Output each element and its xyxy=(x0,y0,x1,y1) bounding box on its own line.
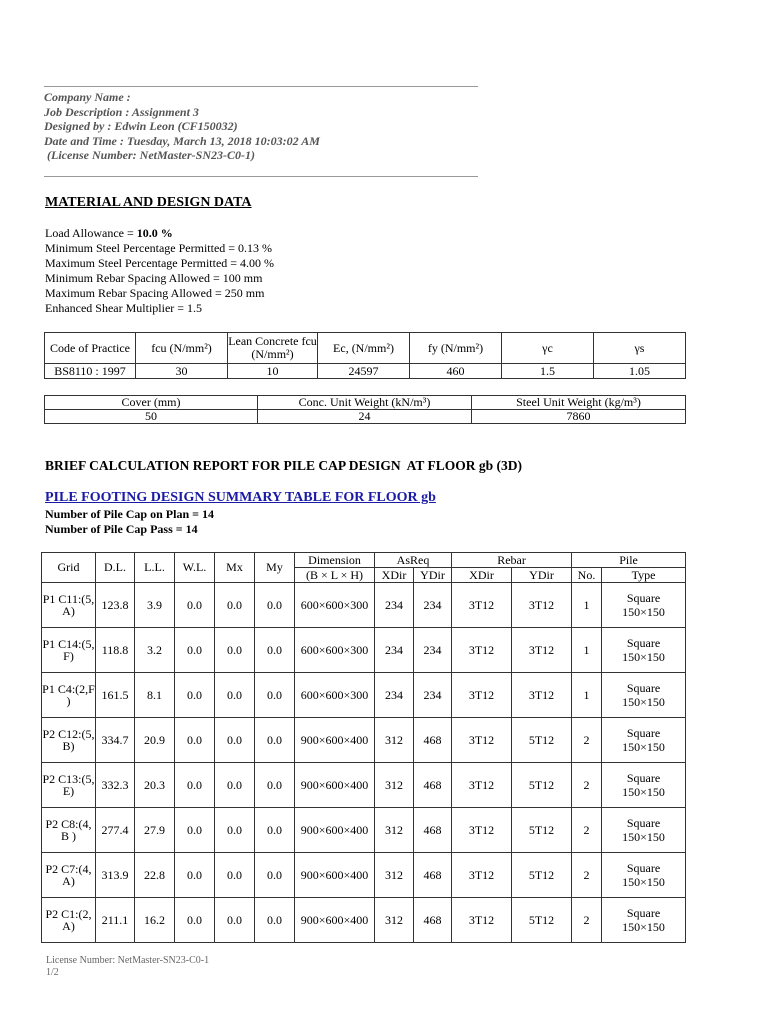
cell-no: 2 xyxy=(572,763,602,808)
pile-cap-counts xyxy=(45,507,214,537)
cell-rx: 3T12 xyxy=(452,628,512,673)
cell-dl: 118.8 xyxy=(96,628,135,673)
cell-my: 0.0 xyxy=(255,853,295,898)
col-dimension-sub: (B × L × H) xyxy=(295,568,375,583)
cell-grid: P1 C14:(5, F) xyxy=(42,628,96,673)
table-row xyxy=(42,583,686,628)
table-row xyxy=(42,808,686,853)
cell-ll: 8.1 xyxy=(135,673,175,718)
cell-ry: 5T12 xyxy=(512,853,572,898)
cell-dim: 600×600×300 xyxy=(295,583,375,628)
cell-ll: 20.3 xyxy=(135,763,175,808)
cell-asx: 234 xyxy=(375,628,414,673)
cell-ry: 5T12 xyxy=(512,718,572,763)
cell-ry: 5T12 xyxy=(512,763,572,808)
cell-asx: 312 xyxy=(375,808,414,853)
header-conc-weight: Conc. Unit Weight (kN/m³) xyxy=(258,396,472,410)
col-rebar-ydir: YDir xyxy=(512,568,572,583)
cell-asy: 468 xyxy=(414,718,452,763)
header-lean-fcu: Lean Concrete fcu (N/mm²) xyxy=(228,333,318,364)
min-spacing: Minimum Rebar Spacing Allowed = 100 mm xyxy=(45,271,263,285)
cell-rx: 3T12 xyxy=(452,583,512,628)
table-row xyxy=(42,853,686,898)
cell-wl: 0.0 xyxy=(175,673,215,718)
cell-dim: 900×600×400 xyxy=(295,853,375,898)
cell-ll: 3.9 xyxy=(135,583,175,628)
cell-no: 2 xyxy=(572,808,602,853)
col-pile-no: No. xyxy=(572,568,602,583)
cell-type xyxy=(602,628,686,673)
page-footer xyxy=(46,955,209,979)
value-gamma-s: 1.05 xyxy=(594,364,686,379)
cell-dim: 900×600×400 xyxy=(295,718,375,763)
col-rebar: Rebar xyxy=(452,553,572,568)
value-lean-fcu: 10 xyxy=(228,364,318,379)
cell-my: 0.0 xyxy=(255,673,295,718)
cell-rx: 3T12 xyxy=(452,673,512,718)
cell-dl: 211.1 xyxy=(96,898,135,943)
cell-no: 2 xyxy=(572,853,602,898)
cell-type1: Square xyxy=(626,906,661,920)
col-dl: D.L. xyxy=(96,553,135,583)
brief-heading: BRIEF CALCULATION REPORT FOR PILE CAP DESIGN AT FLOOR gb (3D) xyxy=(45,458,522,473)
col-ll: L.L. xyxy=(135,553,175,583)
cell-ry: 3T12 xyxy=(512,583,572,628)
cell-dim: 900×600×400 xyxy=(295,808,375,853)
cell-wl: 0.0 xyxy=(175,628,215,673)
cell-rx: 3T12 xyxy=(452,763,512,808)
cell-type2: 150×150 xyxy=(622,605,665,619)
job-description: Job Description : Assignment 3 xyxy=(44,104,199,119)
cell-type xyxy=(602,808,686,853)
cell-mx: 0.0 xyxy=(215,853,255,898)
table-row xyxy=(42,673,686,718)
cell-type xyxy=(602,763,686,808)
page-number: 1/2 xyxy=(46,967,59,978)
cell-rx: 3T12 xyxy=(452,898,512,943)
cell-no: 2 xyxy=(572,718,602,763)
col-pile: Pile xyxy=(572,553,686,568)
col-mx: Mx xyxy=(215,553,255,583)
cell-type1: Square xyxy=(626,771,661,785)
cell-ll: 16.2 xyxy=(135,898,175,943)
cell-mx: 0.0 xyxy=(215,673,255,718)
col-grid: Grid xyxy=(42,553,96,583)
cell-ry: 5T12 xyxy=(512,898,572,943)
cell-ll: 20.9 xyxy=(135,718,175,763)
cell-asx: 234 xyxy=(375,673,414,718)
cell-type2: 150×150 xyxy=(622,650,665,664)
cell-mx: 0.0 xyxy=(215,763,255,808)
license-number: (License Number: NetMaster-SN23-C0-1) xyxy=(44,148,255,162)
cell-asy: 468 xyxy=(414,853,452,898)
cell-asy: 468 xyxy=(414,898,452,943)
value-conc-weight: 24 xyxy=(258,410,472,424)
header-ec: Ec, (N/mm²) xyxy=(318,333,410,364)
value-fcu: 30 xyxy=(136,364,228,379)
cell-grid: P1 C11:(5, A) xyxy=(42,583,96,628)
cell-wl: 0.0 xyxy=(175,718,215,763)
cell-asx: 312 xyxy=(375,763,414,808)
cell-wl: 0.0 xyxy=(175,763,215,808)
header-bottom-rule xyxy=(44,176,478,177)
cell-type1: Square xyxy=(626,861,661,875)
cell-asx: 234 xyxy=(375,583,414,628)
header-cover: Cover (mm) xyxy=(45,396,258,410)
cell-no: 1 xyxy=(572,583,602,628)
table-row xyxy=(42,718,686,763)
cell-type xyxy=(602,673,686,718)
cell-no: 1 xyxy=(572,673,602,718)
cell-type1: Square xyxy=(626,591,661,605)
cell-dim: 900×600×400 xyxy=(295,763,375,808)
cell-dl: 334.7 xyxy=(96,718,135,763)
header-steel-weight: Steel Unit Weight (kg/m³) xyxy=(472,396,686,410)
cell-asx: 312 xyxy=(375,718,414,763)
cell-type1: Square xyxy=(626,816,661,830)
material-table xyxy=(44,332,686,379)
cell-type2: 150×150 xyxy=(622,785,665,799)
cell-no: 1 xyxy=(572,628,602,673)
header-code: Code of Practice xyxy=(45,333,136,364)
cell-grid: P2 C12:(5, B) xyxy=(42,718,96,763)
cell-wl: 0.0 xyxy=(175,853,215,898)
cell-dim: 900×600×400 xyxy=(295,898,375,943)
col-my: My xyxy=(255,553,295,583)
header-gamma-c: γc xyxy=(502,333,594,364)
cell-ll: 3.2 xyxy=(135,628,175,673)
value-code: BS8110 : 1997 xyxy=(45,364,136,379)
summary-heading: PILE FOOTING DESIGN SUMMARY TABLE FOR FLOOR gb xyxy=(45,490,436,505)
value-cover: 50 xyxy=(45,410,258,424)
cell-grid: P2 C13:(5, E) xyxy=(42,763,96,808)
col-asreq-xdir: XDir xyxy=(375,568,414,583)
cell-asy: 468 xyxy=(414,808,452,853)
cell-ll: 22.8 xyxy=(135,853,175,898)
cell-type2: 150×150 xyxy=(622,920,665,934)
cell-ry: 3T12 xyxy=(512,628,572,673)
count-pass: Number of Pile Cap Pass = 14 xyxy=(45,522,198,536)
header-fcu: fcu (N/mm²) xyxy=(136,333,228,364)
cell-wl: 0.0 xyxy=(175,808,215,853)
cell-dim: 600×600×300 xyxy=(295,673,375,718)
cell-asy: 234 xyxy=(414,673,452,718)
cell-grid: P2 C7:(4, A) xyxy=(42,853,96,898)
report-header xyxy=(44,90,320,163)
cell-type1: Square xyxy=(626,681,661,695)
cell-type2: 150×150 xyxy=(622,875,665,889)
cell-rx: 3T12 xyxy=(452,808,512,853)
date-time: Date and Time : Tuesday, March 13, 2018 10:03:02 AM xyxy=(44,133,320,148)
cell-ry: 5T12 xyxy=(512,808,572,853)
cell-rx: 3T12 xyxy=(452,853,512,898)
cell-dl: 313.9 xyxy=(96,853,135,898)
header-top-rule xyxy=(44,86,478,87)
cell-ll: 27.9 xyxy=(135,808,175,853)
cell-mx: 0.0 xyxy=(215,718,255,763)
cell-rx: 3T12 xyxy=(452,718,512,763)
cell-grid: P2 C1:(2, A) xyxy=(42,898,96,943)
cell-type xyxy=(602,898,686,943)
cell-type xyxy=(602,718,686,763)
cell-grid: P2 C8:(4,B ) xyxy=(42,808,96,853)
designer: Designed by : Edwin Leon (CF150032) xyxy=(44,119,238,133)
cell-dl: 161.5 xyxy=(96,673,135,718)
cell-asy: 468 xyxy=(414,763,452,808)
cell-my: 0.0 xyxy=(255,898,295,943)
cell-mx: 0.0 xyxy=(215,898,255,943)
col-dimension: Dimension xyxy=(295,553,375,568)
cell-mx: 0.0 xyxy=(215,808,255,853)
value-fy: 460 xyxy=(410,364,502,379)
col-rebar-xdir: XDir xyxy=(452,568,512,583)
cell-type2: 150×150 xyxy=(622,695,665,709)
footer-license: License Number: NetMaster-SN23-C0-1 xyxy=(46,955,210,966)
min-steel: Minimum Steel Percentage Permitted = 0.13 % xyxy=(45,241,273,255)
cell-no: 2 xyxy=(572,898,602,943)
cell-dl: 277.4 xyxy=(96,808,135,853)
cell-dim: 600×600×300 xyxy=(295,628,375,673)
material-heading: MATERIAL AND DESIGN DATA xyxy=(45,195,252,210)
col-wl: W.L. xyxy=(175,553,215,583)
cell-my: 0.0 xyxy=(255,763,295,808)
load-allowance: Load Allowance = 10.0 % xyxy=(45,226,173,240)
value-steel-weight: 7860 xyxy=(472,410,686,424)
design-parameters xyxy=(45,226,274,316)
value-ec: 24597 xyxy=(318,364,410,379)
cell-dl: 332.3 xyxy=(96,763,135,808)
cell-my: 0.0 xyxy=(255,583,295,628)
cell-mx: 0.0 xyxy=(215,583,255,628)
table-row xyxy=(42,898,686,943)
summary-table xyxy=(41,552,686,943)
cell-mx: 0.0 xyxy=(215,628,255,673)
max-steel: Maximum Steel Percentage Permitted = 4.00 % xyxy=(45,256,275,270)
header-fy: fy (N/mm²) xyxy=(410,333,502,364)
cell-asx: 312 xyxy=(375,898,414,943)
cell-grid: P1 C4:(2,F ) xyxy=(42,673,96,718)
header-gamma-s: γs xyxy=(594,333,686,364)
cell-wl: 0.0 xyxy=(175,583,215,628)
max-spacing: Maximum Rebar Spacing Allowed = 250 mm xyxy=(45,286,265,300)
cell-asy: 234 xyxy=(414,583,452,628)
col-asreq: AsReq xyxy=(375,553,452,568)
company-name: Company Name : xyxy=(44,90,131,104)
cell-type xyxy=(602,853,686,898)
shear-multiplier: Enhanced Shear Multiplier = 1.5 xyxy=(45,301,203,315)
value-gamma-c: 1.5 xyxy=(502,364,594,379)
cell-type2: 150×150 xyxy=(622,830,665,844)
col-asreq-ydir: YDir xyxy=(414,568,452,583)
col-pile-type: Type xyxy=(602,568,686,583)
cell-dl: 123.8 xyxy=(96,583,135,628)
cell-type1: Square xyxy=(626,636,661,650)
cell-type1: Square xyxy=(626,726,661,740)
cell-wl: 0.0 xyxy=(175,898,215,943)
cell-my: 0.0 xyxy=(255,628,295,673)
cell-ry: 3T12 xyxy=(512,673,572,718)
cell-type2: 150×150 xyxy=(622,740,665,754)
table-row xyxy=(42,628,686,673)
cell-asy: 234 xyxy=(414,628,452,673)
weight-table xyxy=(44,395,686,424)
count-on-plan: Number of Pile Cap on Plan = 14 xyxy=(45,507,214,521)
table-row xyxy=(42,763,686,808)
cell-my: 0.0 xyxy=(255,808,295,853)
cell-type xyxy=(602,583,686,628)
cell-asx: 312 xyxy=(375,853,414,898)
cell-my: 0.0 xyxy=(255,718,295,763)
